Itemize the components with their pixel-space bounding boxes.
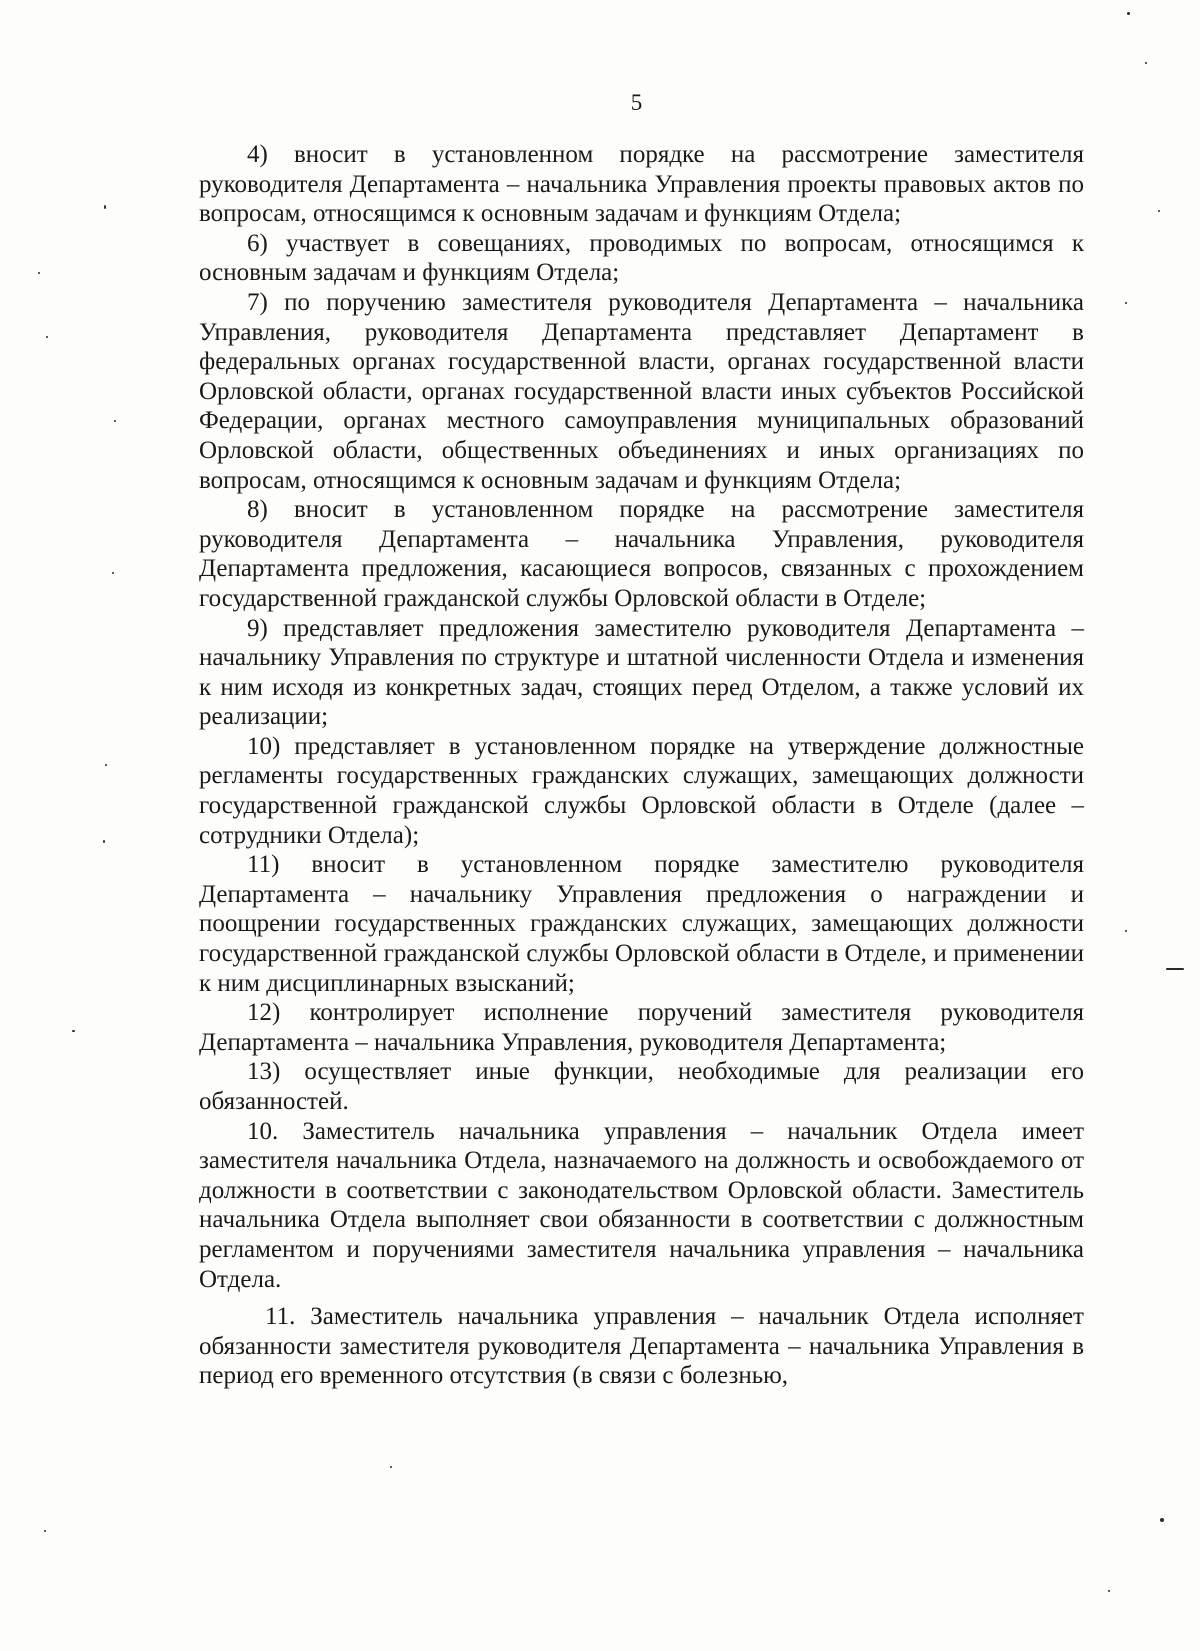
scan-speck (104, 205, 106, 209)
scan-speck (1166, 968, 1184, 970)
paragraph-section-10: 10. Заместитель начальника управления – начальник Отдела имеет заместителя начальника Отдела, назначаемого на должность и освобождаемого от должности в соответствии с законодательством Орловской области. Заместитель начальника Отдела выполняет свои обязанности в соответствии с должностным регламентом и поручениями заместителя начальника управления – начальника Отдела. (199, 1117, 1084, 1293)
page-number: 5 (630, 90, 643, 115)
scan-speck (38, 272, 40, 274)
scan-speck (1160, 1518, 1164, 1522)
paragraph-item-11: 11) вносит в установленном порядке заместителю руководителя Департамента – начальнику Управления предложения о награждении и поощрении государственных гражданских служащих, замещающих должности государственной гражданской службы Орловской области в Отделе, и применении к ним дисциплинарных взысканий; (199, 851, 1084, 997)
scan-speck (46, 336, 48, 338)
paragraph-section-11: 11. Заместитель начальника управления – начальник Отдела исполняет обязанности заместителя руководителя Департамента – начальника Управления в период его временного отсутствия (в связи с болезнью, (199, 1303, 1084, 1390)
scan-speck (1158, 210, 1160, 212)
scan-speck (44, 1530, 46, 1532)
scan-speck (390, 1466, 392, 1468)
scan-speck (1108, 1590, 1110, 1592)
scan-speck (1125, 930, 1127, 932)
paragraph-item-4: 4) вносит в установленном порядке на рассмотрение заместителя руководителя Департамента – начальника Управления проекты правовых актов по вопросам, относящимся к основным задачам и функциям Отдела; (199, 141, 1084, 228)
paragraph-item-13: 13) осуществляет иные функции, необходимые для реализации его обязанностей. (199, 1058, 1084, 1115)
scan-speck (114, 420, 116, 422)
paragraph-item-12: 12) контролирует исполнение поручений заместителя руководителя Департамента – начальника Управления, руководителя Департамента; (199, 999, 1084, 1056)
paragraph-item-10: 10) представляет в установленном порядке на утверждение должностные регламенты государственных гражданских служащих, замещающих должности государственной гражданской службы Орловской области в Отделе (далее – сотрудники Отдела); (199, 732, 1084, 849)
paragraph-item-7: 7) по поручению заместителя руководителя Департамента – начальника Управления, руководителя Департамента представляет Департамент в федеральных органах государственной власти, органах государственной власти Орловской области, органах государственной власти иных субъектов Российской Федерации, органах местного самоуправления муниципальных образований Орловской области, общественных объединениях и иных организациях по вопросам, относящимся к основным задачам и функциям Отдела; (199, 288, 1084, 494)
paragraph-item-6: 6) участвует в совещаниях, проводимых по вопросам, относящимся к основным задачам и функциям Отдела; (199, 229, 1084, 287)
scan-speck (112, 572, 114, 574)
scan-speck (105, 764, 107, 766)
paragraph-item-9: 9) представляет предложения заместителю руководителя Департамента – начальнику Управления по структуре и штатной численности Отдела и изменения к ним исходя из конкретных задач, стоящих перед Отделом, а также условий их реализации; (199, 614, 1084, 731)
scan-speck (72, 1030, 75, 1032)
document-body (199, 140, 1084, 1391)
scan-speck (103, 840, 105, 843)
paragraph-item-8: 8) вносит в установленном порядке на рассмотрение заместителя руководителя Департамента – начальника Управления, руководителя Департамента предложения, касающиеся вопросов, связанных с прохождением государственной гражданской службы Орловской области в Отделе; (199, 496, 1084, 612)
scan-speck (1127, 12, 1130, 15)
scan-speck (1125, 302, 1127, 304)
scan-speck (1145, 62, 1147, 64)
